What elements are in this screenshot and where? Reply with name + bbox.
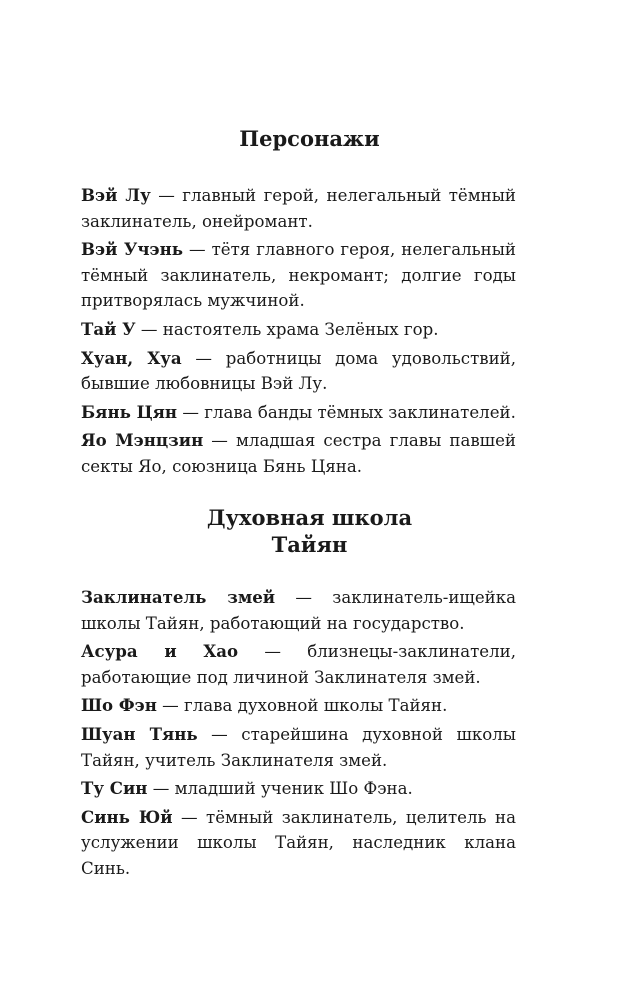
character-description: — тётя главного героя, нелегальный тёмный заклинатель, некромант; долгие годы притворялась мужчиной. bbox=[81, 240, 516, 311]
character-description: — главный герой, нелегальный тёмный заклинатель, онейромант. bbox=[81, 186, 516, 231]
character-description: — глава банды тёмных заклинателей. bbox=[177, 402, 516, 422]
character-name: Тай У bbox=[81, 318, 136, 339]
character-entry bbox=[81, 693, 516, 719]
school-characters-list bbox=[81, 585, 516, 885]
character-description: — близнецы-заклинатели, работающие под личиной Заклинателя змей. bbox=[81, 642, 516, 687]
section-title-school-line2: Тайян bbox=[271, 532, 348, 557]
character-entry bbox=[81, 346, 516, 397]
character-entry bbox=[81, 585, 516, 636]
character-name: Вэй Учэнь bbox=[81, 239, 184, 260]
character-name: Ту Син bbox=[81, 778, 148, 799]
character-entry bbox=[81, 317, 516, 343]
character-description: — старейшина духовной школы Тайян, учитель Заклинателя змей. bbox=[81, 724, 516, 770]
character-name: Хуан, Хуа bbox=[81, 347, 182, 368]
character-entry bbox=[81, 805, 516, 882]
character-name: Шуан Тянь bbox=[81, 723, 198, 744]
character-entry bbox=[81, 183, 516, 234]
character-description: — глава духовной школы Тайян. bbox=[156, 696, 448, 716]
character-entry bbox=[81, 237, 516, 314]
section-title-characters: Персонажи bbox=[239, 126, 380, 151]
character-description: — тёмный заклинатель, целитель на услужении школы Тайян, наследник клана Синь. bbox=[81, 807, 516, 878]
character-description: — заклинатель-ищейка школы Тайян, работающий на государство. bbox=[81, 588, 516, 633]
character-entry bbox=[81, 722, 516, 773]
character-name: Вэй Лу bbox=[81, 185, 151, 205]
character-name: Бянь Цян bbox=[81, 401, 178, 422]
character-name: Шо Фэн bbox=[81, 695, 157, 716]
character-description: — настоятель храма Зелёных гор. bbox=[135, 319, 439, 339]
character-name: Синь Юй bbox=[81, 806, 173, 827]
character-entry bbox=[81, 639, 516, 690]
character-name: Асура и Хао bbox=[81, 641, 239, 662]
characters-list bbox=[81, 183, 516, 483]
section-title-school-line1: Духовная школа bbox=[206, 505, 413, 530]
character-name: Яо Мэнцзин bbox=[81, 430, 204, 451]
character-description: — младшая сестра главы павшей секты Яо, союзница Бянь Цяна. bbox=[81, 431, 516, 476]
character-description: — младший ученик Шо Фэна. bbox=[147, 779, 413, 799]
character-entry bbox=[81, 776, 516, 802]
character-description: — работницы дома удовольствий, бывшие любовницы Вэй Лу. bbox=[81, 348, 516, 394]
character-entry bbox=[81, 400, 516, 426]
character-entry bbox=[81, 428, 516, 479]
character-name: Заклинатель змей bbox=[81, 587, 276, 607]
